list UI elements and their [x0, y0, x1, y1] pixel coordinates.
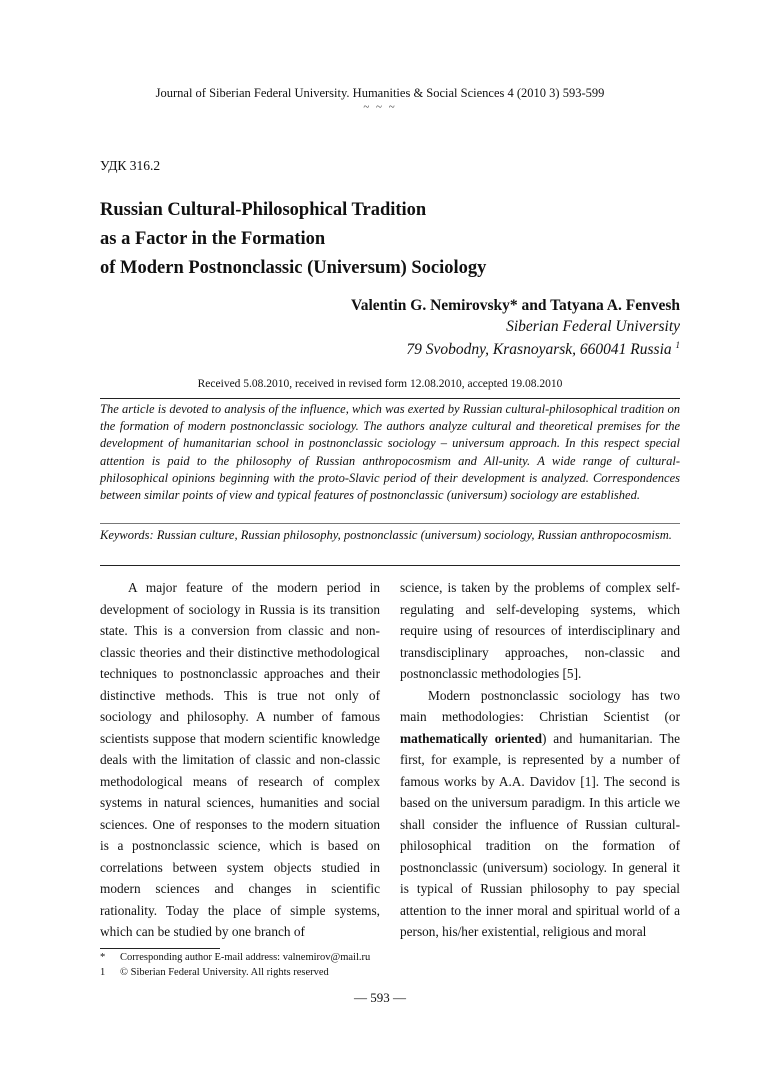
bold-phrase: mathematically oriented	[400, 730, 542, 746]
abstract: The article is devoted to analysis of the influence, which was exerted by Russian cultural-philosophical tradition on the formation of modern postnonclassic sociology. The authors analyze cultural and theoretical premises for the development of humanitarian school in postnonclassic sociology – universum approach. In this respect special attention is paid to the philosophy of Russian anthropocosmism and All-unity. A wide range of cultural-philosophical opinions beginning with the proto-Slavic period of their development is analyzed. Correspondences between similar points of view and typical features of postnonclassic (universum) sociology are established.	[100, 402, 680, 503]
article-title	[100, 196, 660, 283]
header-ornament: ~ ~ ~	[363, 101, 397, 113]
received-dates: Received 5.08.2010, received in revised form 12.08.2010, accepted 19.08.2010	[197, 378, 563, 390]
title-line: as a Factor in the Formation	[100, 229, 326, 249]
body-column-right	[400, 577, 680, 943]
title-line: Russian Cultural-Philosophical Tradition	[100, 200, 427, 220]
footnote	[100, 966, 329, 980]
keywords: Keywords: Russian culture, Russian philosophy, postnonclassic (universum) sociology, Russian anthropocosmism.	[100, 528, 672, 542]
body-paragraph: A major feature of the modern period in development of sociology in Russia is its transition state. This is a conversion from classic and non-classic theories and their distinctive methodological techniques to postnonclassic approaches and their distinctive methods. This is true not only of sociology and philosophy. A number of famous scientists suppose that modern scientific knowledge deals with the limitation of classic and non-classic methodological means of research of complex systems in natural sciences, humanities and social sciences. One of responses to the modern situation is a postnonclassic science, which is based on correlations between system objects studied in modern sciences and changes in scientific rationality. Today the place of simple systems, which can be studied by one branch of	[100, 580, 380, 939]
affiliation-address	[406, 340, 680, 359]
footnote	[100, 951, 370, 965]
body-paragraph: science, is taken by the problems of complex self-regulating and self-developing systems, which require using of resources of interdisciplinary and transdisciplinary approaches, non-classic and postnonclassic methodologies [5].	[400, 580, 680, 681]
title-line: of Modern Postnonclassic (Universum) Sociology	[100, 258, 487, 278]
body-paragraph	[400, 685, 680, 943]
body-column-left	[100, 577, 380, 943]
paragraph-text: Modern postnonclassic sociology has two main methodologies: Christian Scientist (or	[400, 687, 680, 724]
keywords-bottom-rule	[100, 565, 680, 566]
udk-code: УДК 316.2	[100, 158, 161, 173]
affiliation-footnote-mark: 1	[675, 340, 680, 350]
footnote-text: © Siberian Federal University. All rights reserved	[120, 967, 329, 978]
journal-header: Journal of Siberian Federal University. Humanities & Social Sciences 4 (2010 3) 593-599	[155, 86, 605, 100]
footnote-text: Corresponding author E-mail address: valnemirov@mail.ru	[120, 952, 371, 963]
address-text: 79 Svobodny, Krasnoyarsk, 660041 Russia	[406, 341, 672, 359]
footnote-mark: *	[100, 952, 106, 963]
authors: Valentin G. Nemirovsky* and Tatyana A. Fenvesh	[350, 297, 680, 314]
abstract-top-rule	[100, 398, 680, 399]
footnote-rule	[100, 948, 220, 949]
affiliation-institution: Siberian Federal University	[506, 318, 680, 335]
page-number: — 593 —	[354, 990, 406, 1005]
abstract-divider	[100, 523, 680, 524]
footnote-mark: 1	[100, 967, 106, 978]
paragraph-text: ) and humanitarian. The first, for example, is represented by a number of famous works by A.A. Davidov [1]. The second is based on the universum paradigm. In this article we shall consider the influence of Russian cultural-philosophical tradition on the formation of postnonclassic (universum) sociology. In general it is typical of Russian philosophy to pay special attention to the inner moral and spiritual world of a person, his/her existential, religious and moral	[400, 730, 680, 939]
